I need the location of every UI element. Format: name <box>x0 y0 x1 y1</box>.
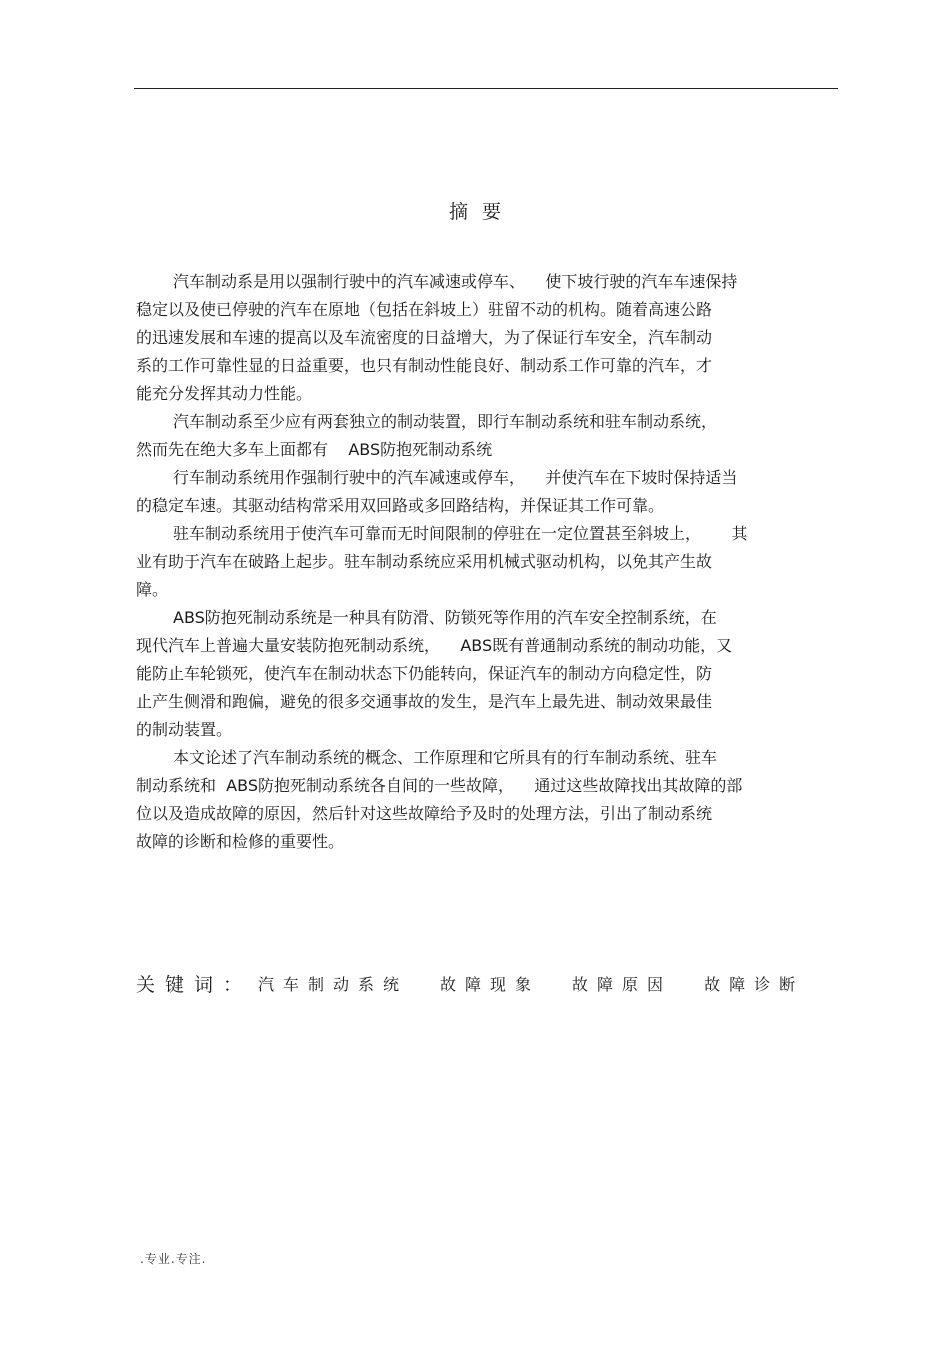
text-line: 的制动装置。 <box>136 720 233 739</box>
text-line: 障。 <box>136 580 169 599</box>
paragraph <box>136 604 816 744</box>
keyword-item: 故障原因 <box>572 975 673 994</box>
text-line: 现代汽车上普遍大量安装防抱死制动系统， ABS既有普通制动系统的制动功能，又 <box>136 636 733 655</box>
text-line: 故障的诊断和检修的重要性。 <box>136 832 345 851</box>
text-line: 的稳定车速。其驱动结构常采用双回路或多回路结构，并保证其工作可靠。 <box>136 496 665 515</box>
text-line: 的迅速发展和车速的提高以及车流密度的日益增大，为了保证行车安全，汽车制动 <box>136 328 713 347</box>
text-line: 汽车制动系是用以强制行驶中的汽车减速或停车、 使下坡行驶的汽车车速保持 <box>173 272 738 291</box>
page-title: 摘要 <box>448 201 515 223</box>
text-line: 业有助于汽车在破路上起步。驻车制动系统应采用机械式驱动机构，以免其产生故 <box>136 552 713 571</box>
text-line: 止产生侧滑和跑偏，避免的很多交通事故的发生，是汽车上最先进、制动效果最佳 <box>136 692 713 711</box>
text-line: 位以及造成故障的原因，然后针对这些故障给予及时的处理方法，引出了制动系统 <box>136 804 713 823</box>
text-line: ABS防抱死制动系统是一种具有防滑、防锁死等作用的汽车安全控制系统，在 <box>173 608 717 627</box>
keyword-item: 故障现象 <box>440 975 541 994</box>
paragraph <box>136 464 816 520</box>
keyword-item: 汽车制动系统 <box>258 975 409 994</box>
text-line: 能防止车轮锁死，使汽车在制动状态下仍能转向，保证汽车的制动方向稳定性，防 <box>136 664 713 683</box>
paragraph <box>136 744 816 856</box>
header-rule <box>134 88 838 89</box>
text-line: 稳定以及使已停驶的汽车在原地（包括在斜坡上）驻留不动的机构。随着高速公路 <box>136 300 713 319</box>
abstract-body <box>136 268 816 856</box>
keywords-row <box>136 971 836 999</box>
text-line: 然而先在绝大多车上面都有 ABS防抱死制动系统 <box>136 440 493 459</box>
text-line: 本文论述了汽车制动系统的概念、工作原理和它所具有的行车制动系统、驻车 <box>173 748 718 767</box>
keyword-item: 故障诊断 <box>704 975 805 994</box>
paragraph <box>136 268 816 408</box>
paragraph <box>136 520 816 604</box>
text-line: 制动系统和 ABS防抱死制动系统各自间的一些故障， 通过这些故障找出其故障的部 <box>136 776 743 795</box>
text-line: 驻车制动系统用于使汽车可靠而无时间限制的停驻在一定位置甚至斜坡上， 其 <box>173 524 748 543</box>
paragraph <box>136 408 816 464</box>
text-line: 汽车制动系至少应有两套独立的制动装置，即行车制动系统和驻车制动系统， <box>173 412 718 431</box>
text-line: 系的工作可靠性显的日益重要，也只有制动性能良好、制动系工作可靠的汽车，才 <box>136 356 713 375</box>
text-line: 能充分发挥其动力性能。 <box>136 384 313 403</box>
page-footer: .专业.专注. <box>140 1252 207 1266</box>
keywords-label: 关键词： <box>136 974 253 996</box>
text-line: 行车制动系统用作强制行驶中的汽车减速或停车， 并使汽车在下坡时保持适当 <box>173 468 738 487</box>
